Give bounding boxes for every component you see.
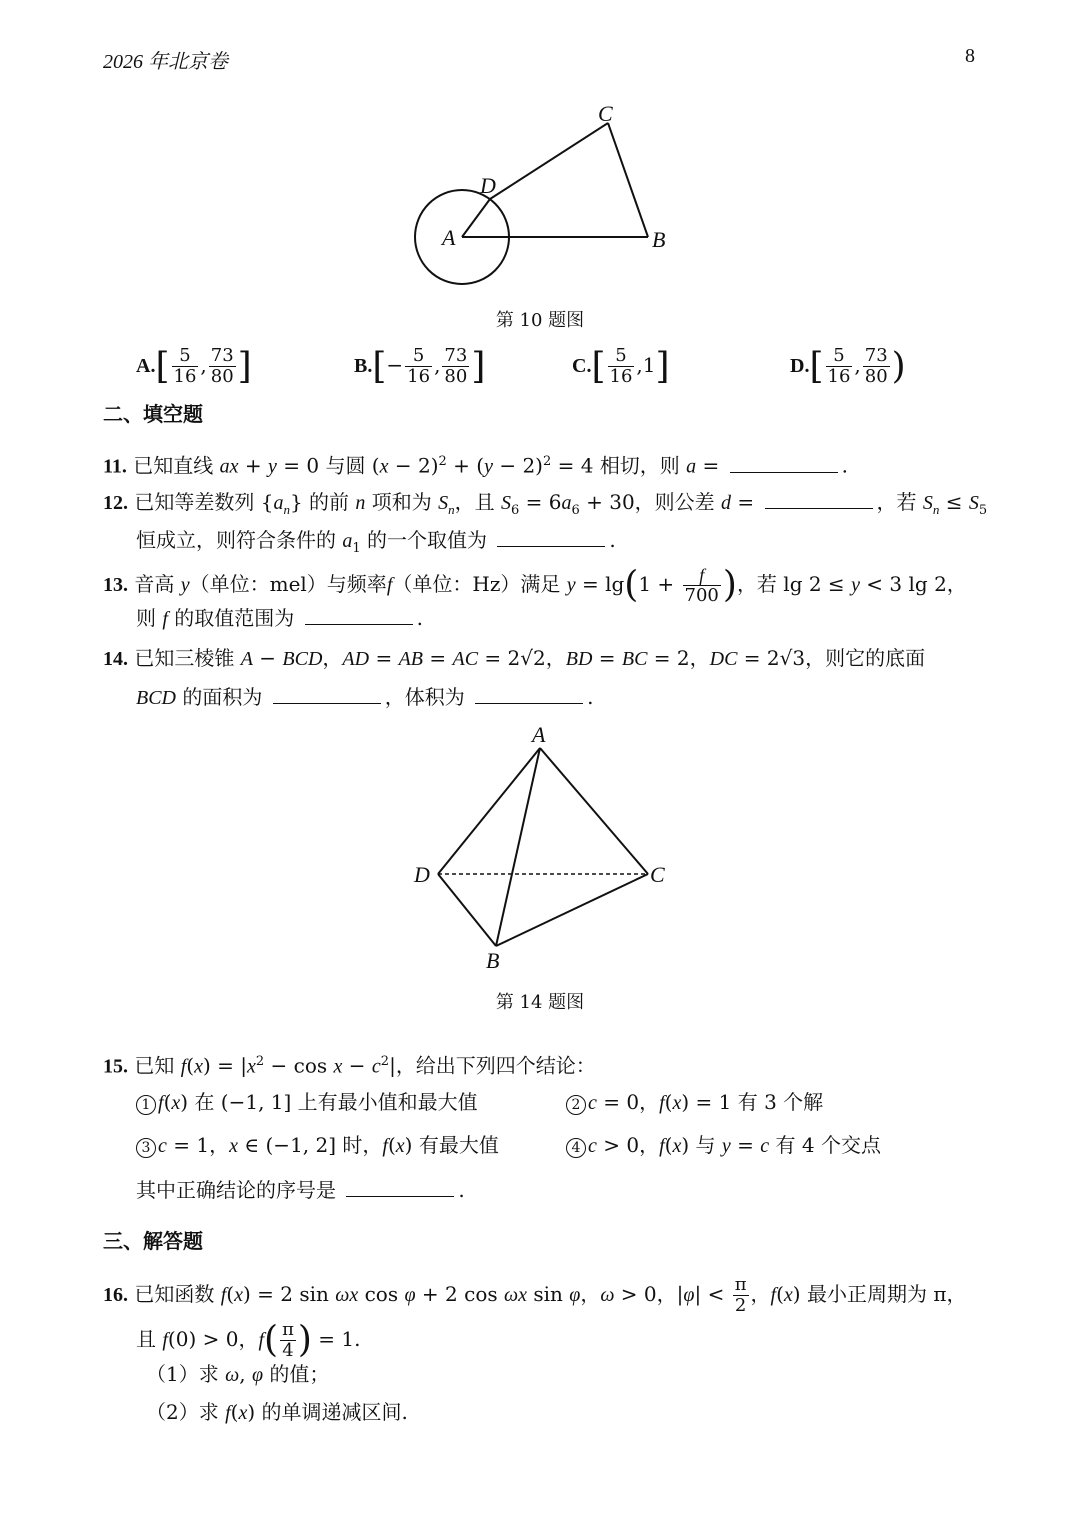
question-12: 12. 已知等差数列 $\{a_n\}$ 的前 n 项和为 $S_n$，且 $S_6 = 6a_6 + 30$，则公差 d = ，若 $S_n \le S_5$ [103,490,988,518]
label-d: D [480,173,496,198]
q10-option-b[interactable]: B.[− $\frac{5}{16}$ , $\frac{73}{80}$ ] [354,345,486,387]
segment-cd [490,123,608,199]
label-b14: B [486,948,500,973]
edge-bc [496,874,648,946]
answer-blank-14b[interactable] [475,683,583,704]
conclusion-4: 4 c > 0，f(x) 与 y = c 有 4 个交点 [566,1131,881,1160]
question-14: 14. 已知三棱锥 A − BCD，AD = AB = AC = 2√2，BD = BC = 2，DC = 2√3，则它的底面 [103,646,926,670]
answer-blank-11[interactable] [730,452,838,473]
edge-ac [540,748,648,874]
question-11: 11. 已知直线 ax + y = 0 与圆 $(x - 2)^2 + (y - 2)^2 = 4$ 相切，则 a = . [103,453,849,478]
question-16-line-2: 且 f(0) > 0，f( $\frac{\pi}{4}$ ) = 1. [136,1319,361,1361]
label-c: C [598,101,613,126]
figure-10 [400,95,690,295]
segment-bc [608,123,648,237]
answer-blank-12a[interactable] [765,488,873,509]
label-a: A [442,225,456,250]
question-13: 13. 音高 y（单位：mel）与频率f（单位：Hz）满足 y = lg(1 + $\frac{f}{700}$ )，若 lg 2 ≤ y < 3 lg 2， [103,564,967,606]
answer-blank-12b[interactable] [497,526,605,547]
figure-10-caption: 第 10 题图 [495,310,585,331]
label-a14: A [532,722,546,747]
section-answer: 三、解答题 [103,1229,203,1253]
q10-option-c[interactable]: C.[ $\frac{5}{16}$ ,1] [572,345,670,387]
question-16-part-1: （1）求 ω, φ 的值； [146,1362,330,1386]
question-16-part-2: （2）求 f(x) 的单调递减区间. [146,1400,408,1424]
edge-ab [496,748,540,946]
answer-blank-15[interactable] [346,1176,454,1197]
q10-option-a[interactable]: A.[ $\frac{5}{16}$ , $\frac{73}{80}$ ] [136,345,252,387]
edge-db [438,874,496,946]
figure-14-caption: 第 14 题图 [495,992,585,1013]
answer-blank-13[interactable] [305,604,413,625]
question-16: 16. 已知函数 f(x) = 2 sin ωx cos φ + 2 cos ωx sin φ，ω > 0，|φ| < $\frac{\pi}{2}$ ，f(x) 最小正周期为 π， [103,1274,967,1316]
answer-blank-14a[interactable] [273,683,381,704]
page-number: 8 [965,45,975,67]
page-header-title: 2026 年北京卷 [103,51,228,73]
edge-ad [438,748,540,874]
question-12-line-2: 恒成立，则符合条件的 $a_1$ 的一个取值为 . [136,528,616,556]
question-14-line-2: BCD 的面积为 ，体积为 . [136,685,594,709]
conclusion-2: 2 c = 0，f(x) = 1 有 3 个解 [566,1088,823,1117]
figure-14 [400,720,680,975]
question-15-ask: 其中正确结论的序号是 . [136,1178,465,1202]
label-d14: D [414,862,430,887]
label-b: B [652,227,666,252]
conclusion-1: 1 f(x) 在 (−1, 1] 上有最小值和最大值 [136,1088,478,1117]
segment-ad [462,199,490,237]
q10-option-d[interactable]: D.[ $\frac{5}{16}$ , $\frac{73}{80}$ ) [790,345,906,387]
question-13-line-2: 则 f 的取值范围为 . [136,606,423,630]
conclusion-3: 3 c = 1，x ∈ (−1, 2] 时，f(x) 有最大值 [136,1131,499,1160]
section-fill-in: 二、填空题 [103,402,203,426]
label-c14: C [650,862,665,887]
question-15: 15. 已知 $f(x) = |x^2 - \cos x - c^2|$，给出下列四个结论： [103,1053,596,1078]
